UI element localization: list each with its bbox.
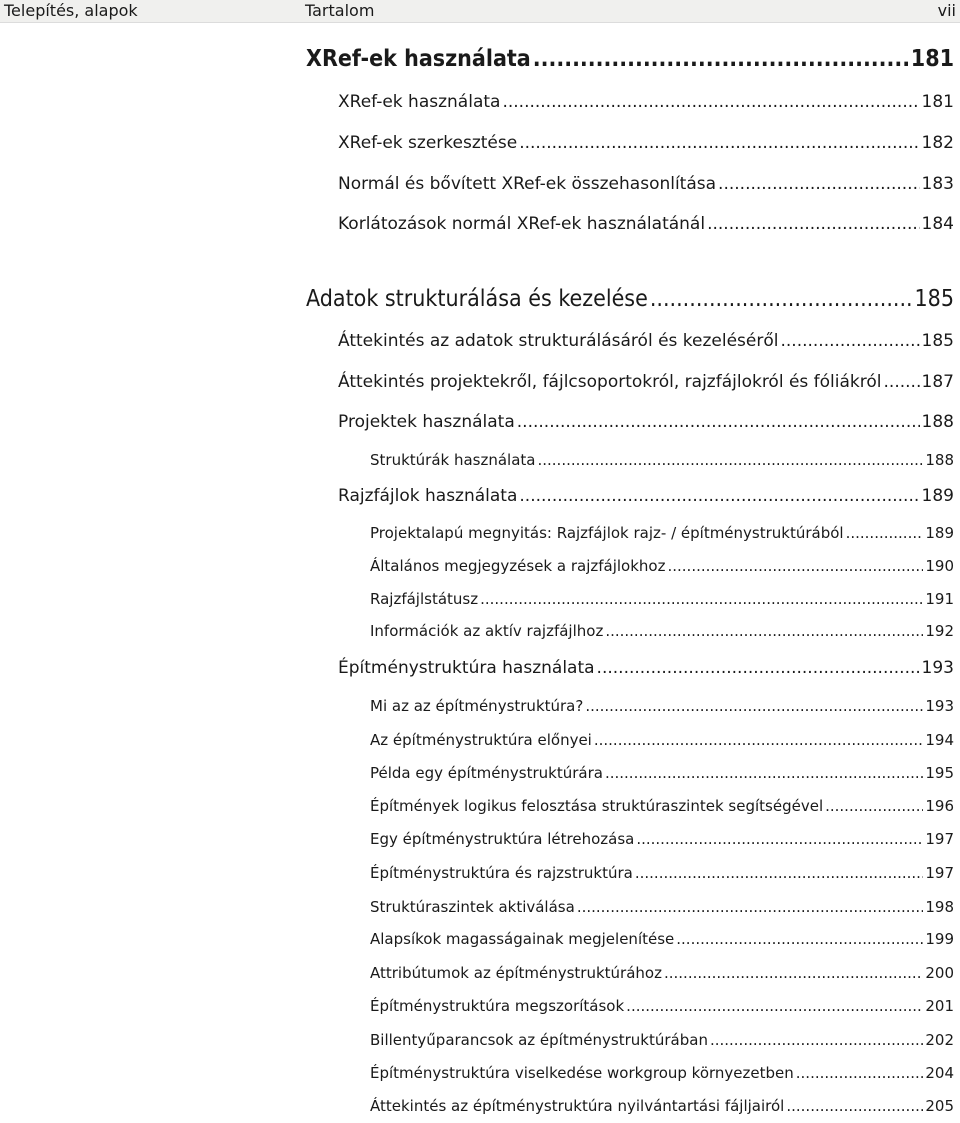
toc-subsection[interactable] [370, 622, 954, 640]
toc-entry-page: 190 [925, 557, 954, 575]
toc-entry-title: Építménystruktúra viselkedése workgroup környezetben [370, 1064, 794, 1082]
dot-leader [605, 622, 923, 640]
toc-subsection[interactable] [370, 451, 954, 469]
running-header [0, 0, 960, 23]
toc-entry-title: Építménystruktúra használata [338, 658, 595, 678]
toc-entry-title: Billentyűparancsok az építménystruktúrában [370, 1031, 708, 1049]
toc-entry-title: Építménystruktúra és rajzstruktúra [370, 864, 633, 882]
toc-chapter[interactable] [306, 286, 954, 312]
dot-leader [594, 731, 924, 749]
toc-entry-title: Adatok strukturálása és kezelése [306, 286, 648, 312]
toc-subsection[interactable] [370, 697, 954, 715]
dot-leader [796, 1064, 924, 1082]
toc-entry-title: Alapsíkok magasságainak megjelenítése [370, 930, 675, 948]
header-book-title: Telepítés, alapok [4, 1, 138, 20]
toc-entry-page: 188 [925, 451, 954, 469]
dot-leader [605, 764, 923, 782]
toc-subsection[interactable] [370, 590, 954, 608]
toc-entry-title: Általános megjegyzések a rajzfájlokhoz [370, 557, 666, 575]
toc-entry-page: 202 [925, 1031, 954, 1049]
toc-entry-page: 197 [925, 864, 954, 882]
dot-leader [480, 590, 923, 608]
toc-chapter[interactable] [306, 46, 954, 72]
toc-entry-page: 185 [921, 331, 954, 351]
toc-subsection[interactable] [370, 1097, 954, 1115]
toc-subsection[interactable] [370, 1031, 954, 1049]
toc-subsection[interactable] [370, 930, 954, 948]
toc-entry-page: 184 [921, 214, 954, 234]
toc-section[interactable] [338, 174, 954, 194]
toc-entry-title: Építménystruktúra megszorítások [370, 997, 625, 1015]
toc-subsection[interactable] [370, 1064, 954, 1082]
toc-entry-title: Attribútumok az építménystruktúrához [370, 964, 662, 982]
toc-entry-page: 200 [925, 964, 954, 982]
toc-entry-page: 196 [925, 797, 954, 815]
toc-entry-page: 205 [925, 1097, 954, 1115]
toc-entry-page: 185 [914, 286, 954, 312]
toc-subsection[interactable] [370, 898, 954, 916]
toc-subsection[interactable] [370, 997, 954, 1015]
toc-entry-title: Áttekintés az adatok strukturálásáról és kezeléséről [338, 331, 779, 351]
toc-entry-page: 194 [925, 731, 954, 749]
toc-section[interactable] [338, 658, 954, 678]
toc-entry-page: 193 [921, 658, 954, 678]
dot-leader [517, 412, 920, 432]
toc-entry-page: 181 [921, 92, 954, 112]
toc-entry-title: Áttekintés az építménystruktúra nyilvántartási fájljairól [370, 1097, 785, 1115]
dot-leader [884, 372, 920, 392]
toc-entry-title: Példa egy építménystruktúrára [370, 764, 603, 782]
toc-section[interactable] [338, 133, 954, 153]
toc-entry-page: 187 [921, 372, 954, 392]
toc-entry-page: 204 [925, 1064, 954, 1082]
toc-section[interactable] [338, 214, 954, 234]
dot-leader [635, 864, 924, 882]
toc-entry-page: 181 [910, 46, 954, 72]
toc-entry-title: Információk az aktív rajzfájlhoz [370, 622, 604, 640]
dot-leader [780, 331, 919, 351]
dot-leader [846, 524, 924, 542]
toc-entry-title: XRef-ek szerkesztése [338, 133, 518, 153]
toc-entry-page: 199 [925, 930, 954, 948]
toc-entry-page: 188 [921, 412, 954, 432]
header-page-number: vii [937, 1, 956, 20]
dot-leader [537, 451, 923, 469]
toc-entry-title: Építmények logikus felosztása struktúraszintek segítségével [370, 797, 824, 815]
toc-subsection[interactable] [370, 731, 954, 749]
header-section-title: Tartalom [305, 1, 375, 20]
toc-entry-title: Áttekintés projektekről, fájlcsoportokról, rajzfájlokról és fóliákról [338, 372, 882, 392]
toc-section[interactable] [338, 331, 954, 351]
toc-entry-title: XRef-ek használata [306, 46, 531, 72]
toc-subsection[interactable] [370, 964, 954, 982]
dot-leader [650, 286, 913, 312]
toc-entry-page: 182 [921, 133, 954, 153]
dot-leader [597, 658, 920, 678]
toc-entry-title: Mi az az építménystruktúra? [370, 697, 584, 715]
toc-subsection[interactable] [370, 557, 954, 575]
dot-leader [786, 1097, 923, 1115]
dot-leader [667, 557, 923, 575]
toc-entry-page: 197 [925, 830, 954, 848]
dot-leader [664, 964, 923, 982]
dot-leader [710, 1031, 923, 1049]
toc-section[interactable] [338, 92, 954, 112]
toc-entry-page: 189 [921, 486, 954, 506]
toc-subsection[interactable] [370, 797, 954, 815]
toc-subsection[interactable] [370, 864, 954, 882]
toc-subsection[interactable] [370, 524, 954, 542]
dot-leader [519, 486, 919, 506]
toc-entry-title: Rajzfájlok használata [338, 486, 518, 506]
dot-leader [825, 797, 923, 815]
dot-leader [707, 214, 919, 234]
dot-leader [585, 697, 923, 715]
dot-leader [533, 46, 909, 72]
toc-entry-title: Normál és bővített XRef-ek összehasonlítása [338, 174, 717, 194]
toc-entry-title: Egy építménystruktúra létrehozása [370, 830, 635, 848]
toc-entry-page: 201 [925, 997, 954, 1015]
dot-leader [718, 174, 920, 194]
dot-leader [519, 133, 919, 153]
toc-subsection[interactable] [370, 830, 954, 848]
dot-leader [636, 830, 923, 848]
toc-entry-page: 183 [921, 174, 954, 194]
toc-entry-page: 189 [925, 524, 954, 542]
toc-entry-page: 191 [925, 590, 954, 608]
dot-leader [676, 930, 923, 948]
toc-entry-title: Korlátozások normál XRef-ek használatánál [338, 214, 706, 234]
toc-section[interactable] [338, 372, 954, 392]
toc-entry-page: 195 [925, 764, 954, 782]
toc-entry-title: Rajzfájlstátusz [370, 590, 479, 608]
toc-entry-title: Az építménystruktúra előnyei [370, 731, 592, 749]
dot-leader [577, 898, 924, 916]
dot-leader [502, 92, 919, 112]
toc-entry-page: 193 [925, 697, 954, 715]
toc-entry-page: 192 [925, 622, 954, 640]
toc-section[interactable] [338, 412, 954, 432]
toc-section[interactable] [338, 486, 954, 506]
dot-leader [626, 997, 923, 1015]
toc-entry-title: Struktúraszintek aktiválása [370, 898, 575, 916]
toc-entry-title: Struktúrák használata [370, 451, 536, 469]
toc-subsection[interactable] [370, 764, 954, 782]
toc-entry-page: 198 [925, 898, 954, 916]
toc-entry-title: Projektek használata [338, 412, 515, 432]
toc-entry-title: Projektalapú megnyitás: Rajzfájlok rajz- / építménystruktúrából [370, 524, 844, 542]
toc-entry-title: XRef-ek használata [338, 92, 501, 112]
